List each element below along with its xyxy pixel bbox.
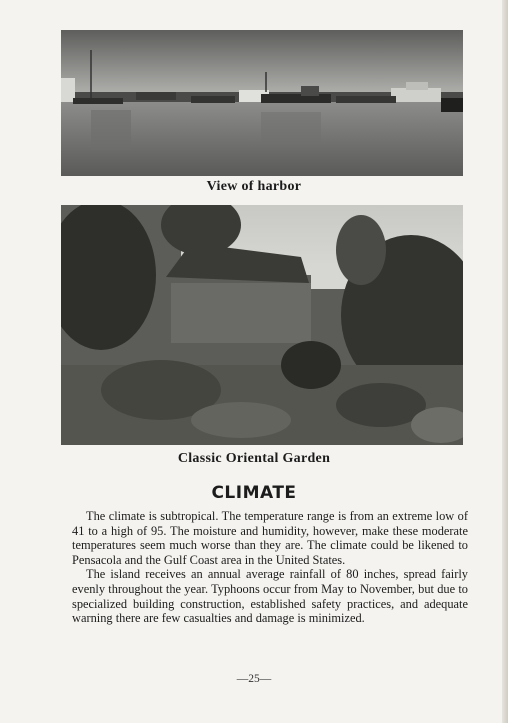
paragraph: The climate is subtropical. The temperature range is from an extreme low of 41 to a high of 95. The moisture and humidity, however, make these moderate temperatures seem much worse than they are. The climate could be likened to Pensacola and the Gulf Coast area in the United States.: [72, 509, 468, 567]
body-text: [72, 509, 468, 626]
harbor-caption: View of harbor: [206, 179, 302, 194]
page-number: —25—: [236, 673, 272, 685]
garden-caption: Classic Oriental Garden: [177, 451, 331, 466]
garden-photo: [61, 205, 463, 445]
page-edge: [502, 0, 508, 723]
paragraph: The island receives an annual average rainfall of 80 inches, spread fairly evenly throughout the year. Typhoons occur from May to November, but due to specialized building construction, established safety practices, and adequate warning there are few casualties and damage is minimized.: [72, 567, 468, 626]
section-heading: CLIMATE: [211, 483, 297, 503]
harbor-photo: [61, 30, 463, 176]
